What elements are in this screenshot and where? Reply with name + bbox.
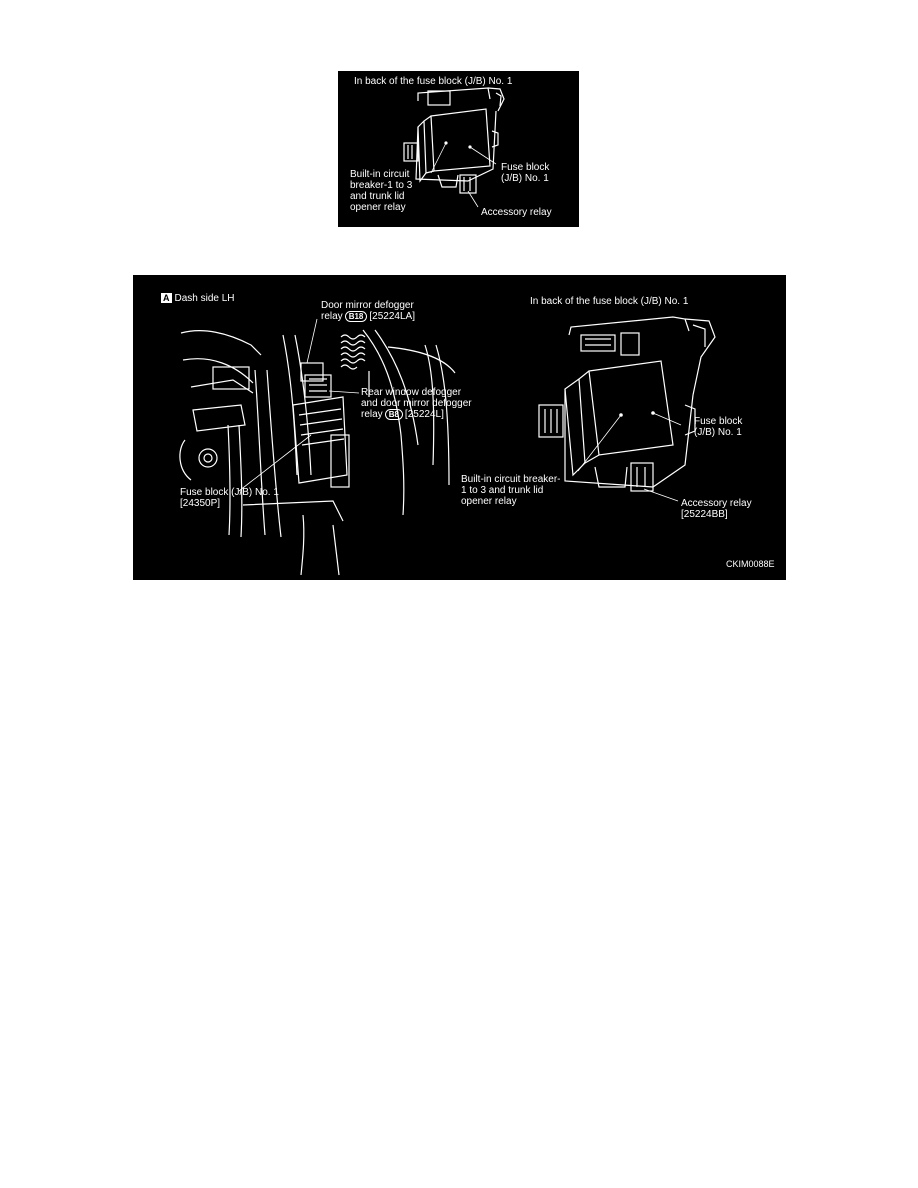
fuse-block-line: Fuse block <box>694 416 743 427</box>
rear-window-relay-label <box>361 387 472 420</box>
fuse-block-line: (J/B) No. 1 <box>501 173 549 184</box>
fuse-block-back-figure <box>338 71 579 227</box>
part-number: [25224LA] <box>369 311 415 322</box>
accessory-relay-line: [25224BB] <box>681 509 728 520</box>
right-figure-title: In back of the fuse block (J/B) No. 1 <box>530 296 689 307</box>
rear-window-line: Rear window defogger <box>361 387 462 398</box>
door-mirror-line <box>321 311 415 322</box>
fuse-block-line: [24350P] <box>180 498 221 509</box>
section-title <box>161 293 235 304</box>
built-in-line: Built-in circuit breaker- <box>461 474 561 485</box>
figure-code: CKIM0088E <box>726 559 775 569</box>
built-in-line: 1 to 3 and trunk lid <box>461 485 544 496</box>
accessory-relay-line: Accessory relay <box>681 498 752 509</box>
dash-side-lh-figure <box>133 275 786 580</box>
part-number: [25224L] <box>404 409 444 420</box>
connector-badge: B8 <box>385 409 403 420</box>
built-in-breaker-label <box>350 169 412 213</box>
built-in-breaker-label <box>461 474 560 507</box>
relay-word: relay <box>321 311 343 322</box>
fuse-block-line: (J/B) No. 1 <box>694 427 742 438</box>
fuse-block-line: Fuse block <box>501 162 550 173</box>
figure-title: In back of the fuse block (J/B) No. 1 <box>354 76 513 87</box>
fuse-block-line: Fuse block (J/B) No. 1 <box>180 487 279 498</box>
section-title-text: Dash side LH <box>174 293 235 304</box>
rear-window-line: and door mirror defogger <box>361 398 472 409</box>
rear-window-line <box>361 409 472 420</box>
built-in-line: opener relay <box>350 202 406 213</box>
built-in-line: breaker-1 to 3 <box>350 180 413 191</box>
door-mirror-line: Door mirror defogger <box>321 300 414 311</box>
dash-side-drawing <box>133 275 786 580</box>
section-letter-badge: A <box>163 293 170 303</box>
built-in-line: and trunk lid <box>350 191 405 202</box>
relay-word: relay <box>361 409 383 420</box>
fuse-block-left-label <box>180 487 279 509</box>
fuse-block-label <box>501 162 549 184</box>
built-in-line: Built-in circuit <box>350 169 410 180</box>
fuse-block-right-label <box>694 416 742 438</box>
built-in-line: opener relay <box>461 496 517 507</box>
connector-badge: B18 <box>345 311 368 322</box>
door-mirror-relay-label <box>321 300 415 322</box>
accessory-relay-label: Accessory relay <box>481 207 552 218</box>
accessory-relay-label <box>681 498 752 520</box>
